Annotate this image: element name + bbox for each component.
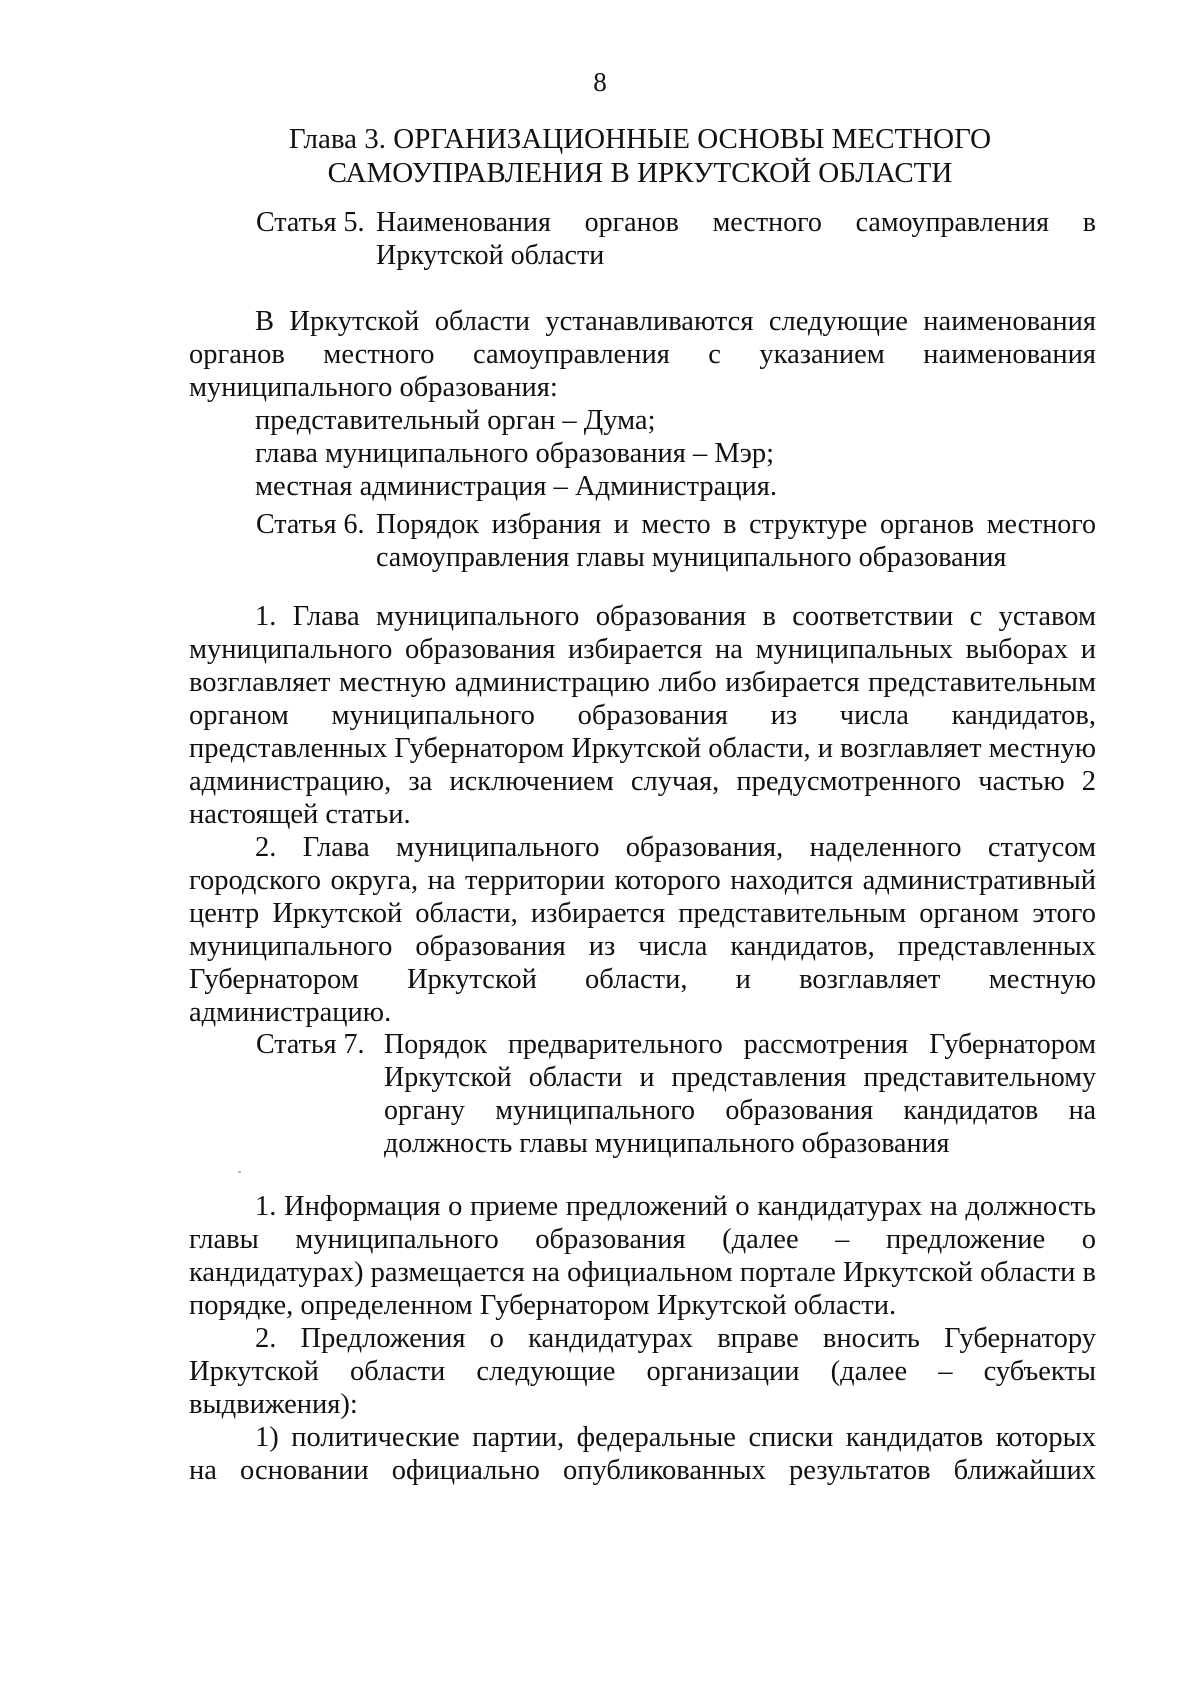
article-7-paragraph-2: 2. Предложения о кандидатурах вправе вносить Губернатору Иркутской области следующие организации (далее – субъекты выдвижения): bbox=[189, 1323, 1096, 1420]
article-7-heading bbox=[256, 1028, 1096, 1160]
article-6-title-line-2: самоуправления главы муниципального образования bbox=[376, 542, 1007, 573]
article-5-number: Статья 5. bbox=[256, 207, 365, 238]
article-6-paragraph-2: 2. Глава муниципального образования, наделенного статусом городского округа, на территории которого находится административный центр Иркутской области, избирается представительным органом этого муниципального образования из числа кандидатов, представленных Губернатором Иркутской области, и возглавляет местную администрацию. bbox=[189, 832, 1096, 1028]
article-7-title-line-4: должность главы муниципального образования bbox=[384, 1128, 950, 1159]
article-7-title bbox=[384, 1028, 1096, 1160]
article-5-heading bbox=[256, 206, 1096, 272]
article-7-body bbox=[189, 1190, 1096, 1487]
article-6-number: Статья 6. bbox=[256, 509, 365, 540]
chapter-title-line-1: Глава 3. ОРГАНИЗАЦИОННЫЕ ОСНОВЫ МЕСТНОГО bbox=[288, 123, 992, 155]
article-6-title bbox=[376, 508, 1096, 574]
article-6-heading bbox=[256, 508, 1096, 574]
chapter-title bbox=[190, 122, 1090, 190]
article-6-body bbox=[189, 600, 1096, 1029]
scan-speck bbox=[238, 1171, 241, 1173]
page-number: 8 bbox=[593, 67, 607, 97]
article-7-paragraph-3: 1) политические партии, федеральные списки кандидатов которых на основании официально опубликованных результатов ближайших bbox=[189, 1422, 1096, 1486]
article-6-title-line-1: Порядок избрания и место в структуре органов местного bbox=[376, 509, 1096, 540]
article-7-title-line-1: Порядок предварительного рассмотрения Губернатором bbox=[384, 1029, 1096, 1060]
chapter-title-line-2: САМОУПРАВЛЕНИЯ В ИРКУТСКОЙ ОБЛАСТИ bbox=[327, 157, 953, 189]
article-5-title bbox=[376, 206, 1096, 272]
article-7-title-line-3: органу муниципального образования кандидатов на bbox=[384, 1095, 1096, 1126]
article-5-item-3: местная администрация – Администрация. bbox=[255, 471, 778, 502]
article-5-item-2: глава муниципального образования – Мэр; bbox=[255, 438, 775, 469]
article-7-paragraph-1: 1. Информация о приеме предложений о кандидатурах на должность главы муниципального образования (далее – предложение о кандидатурах) размещается на официальном портале Иркутской области в порядке, определенном Губернатором Иркутской области. bbox=[189, 1191, 1096, 1321]
article-7-title-line-2: Иркутской области и представления представительному bbox=[384, 1062, 1096, 1093]
article-5-body bbox=[189, 305, 1096, 503]
article-6-paragraph-1: 1. Глава муниципального образования в соответствии с уставом муниципального образования избирается на муниципальных выборах и возглавляет местную администрацию либо избирается представительным органом муниципального образования из числа кандидатов, представленных Губернатором Иркутской области, и возглавляет местную администрацию, за исключением случая, предусмотренного частью 2 настоящей статьи. bbox=[189, 601, 1096, 830]
article-5-intro: В Иркутской области устанавливаются следующие наименования органов местного самоуправления с указанием наименования муниципального образования: bbox=[189, 306, 1096, 403]
article-5-title-line-1: Наименования органов местного самоуправления в bbox=[376, 207, 1096, 238]
article-5-title-line-2: Иркутской области bbox=[376, 240, 605, 271]
article-7-number: Статья 7. bbox=[256, 1029, 365, 1060]
article-5-item-1: представительный орган – Дума; bbox=[255, 405, 656, 436]
